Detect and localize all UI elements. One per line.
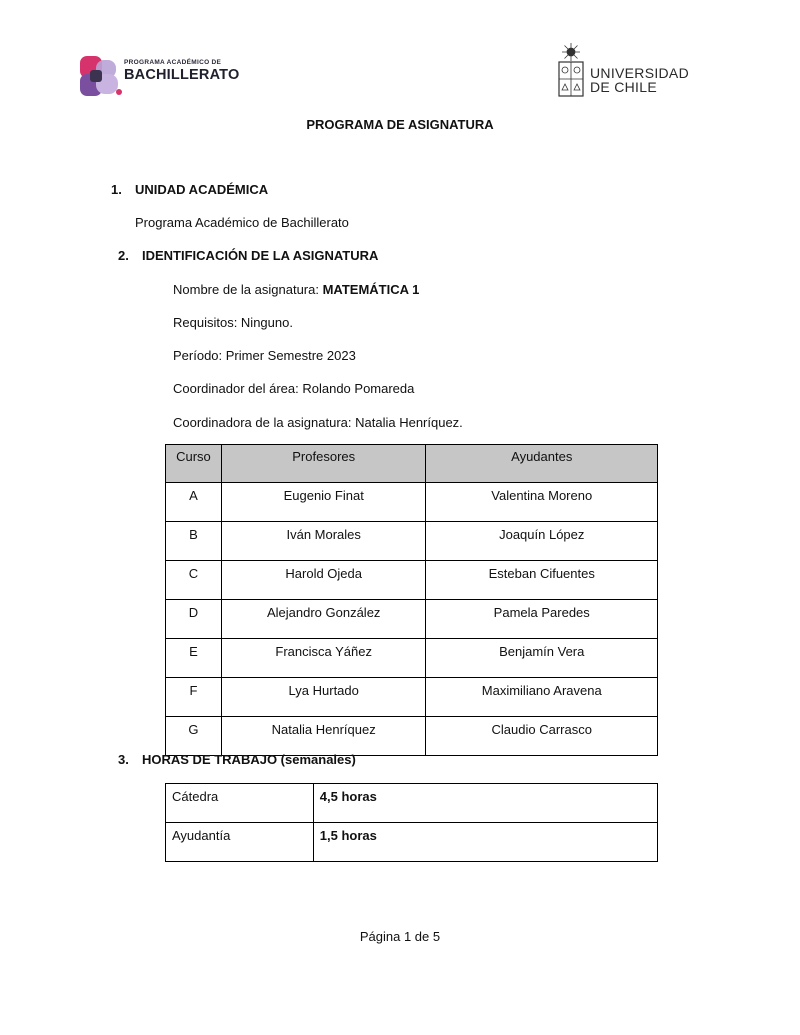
cell-profesor: Harold Ojeda [221,561,426,600]
bachillerato-logo [80,56,250,96]
section1-heading: UNIDAD ACADÉMICA [135,182,269,197]
section1-text: Programa Académico de Bachillerato [135,215,349,230]
cell-profesor: Francisca Yáñez [221,639,426,678]
bachillerato-logo-mark-icon [80,56,122,96]
subject-coordinator-line: Coordinadora de la asignatura: Natalia Henríquez. [173,415,463,430]
table-row [166,639,658,678]
area-coordinator-line: Coordinador del área: Rolando Pomareda [173,381,415,396]
periodo-line: Período: Primer Semestre 2023 [173,348,356,363]
universidad-de-chile-logo-text [590,66,689,94]
staff-table [165,444,658,756]
uch-logo-line2: DE CHILE [590,79,657,95]
hours-value-cell: 4,5 horas [313,784,657,823]
cell-curso: E [166,639,222,678]
header-profesores: Profesores [221,445,426,483]
hours-activity-cell: Ayudantía [166,823,314,862]
table-row [166,717,658,756]
cell-ayudante: Pamela Paredes [426,600,658,639]
cell-profesor: Alejandro González [221,600,426,639]
table-row [166,561,658,600]
requisitos-line: Requisitos: Ninguno. [173,315,293,330]
cell-ayudante: Maximiliano Aravena [426,678,658,717]
table-row [166,823,658,862]
cell-curso: C [166,561,222,600]
table-row [166,678,658,717]
cell-ayudante: Valentina Moreno [426,483,658,522]
cell-profesor: Eugenio Finat [221,483,426,522]
table-row [166,522,658,561]
hours-value-cell: 1,5 horas [313,823,657,862]
cell-ayudante: Esteban Cifuentes [426,561,658,600]
cell-curso: D [166,600,222,639]
staff-table-header-row [166,445,658,483]
subject-name-label: Nombre de la asignatura: [173,282,323,297]
bachillerato-logo-small-text: PROGRAMA ACADÉMICO DE [124,59,222,66]
table-row [166,600,658,639]
subject-name-value: MATEMÁTICA 1 [322,282,420,297]
header-curso: Curso [166,445,222,483]
universidad-de-chile-logo [556,42,696,98]
subject-name-line [173,282,419,297]
cell-curso: B [166,522,222,561]
cell-curso: F [166,678,222,717]
cell-profesor: Lya Hurtado [221,678,426,717]
uch-logo-line1: UNIVERSIDAD [590,65,689,81]
university-emblem-icon [556,42,586,98]
cell-curso: A [166,483,222,522]
document-title: PROGRAMA DE ASIGNATURA [306,117,494,132]
section2-number: 2. [118,248,129,263]
table-row [166,483,658,522]
bachillerato-logo-big-text: BACHILLERATO [124,67,240,83]
page-number-footer: Página 1 de 5 [359,929,441,944]
section1-number: 1. [111,182,122,197]
header-ayudantes: Ayudantes [426,445,658,483]
hours-table [165,783,658,862]
hours-activity-cell: Cátedra [166,784,314,823]
cell-profesor: Iván Morales [221,522,426,561]
section2-heading: IDENTIFICACIÓN DE LA ASIGNATURA [142,248,379,263]
cell-ayudante: Joaquín López [426,522,658,561]
cell-profesor: Natalia Henríquez [221,717,426,756]
cell-curso: G [166,717,222,756]
table-row [166,784,658,823]
cell-ayudante: Benjamín Vera [426,639,658,678]
cell-ayudante: Claudio Carrasco [426,717,658,756]
section3-number: 3. [118,752,129,767]
section3-heading: HORAS DE TRABAJO (semanales) [142,752,356,767]
